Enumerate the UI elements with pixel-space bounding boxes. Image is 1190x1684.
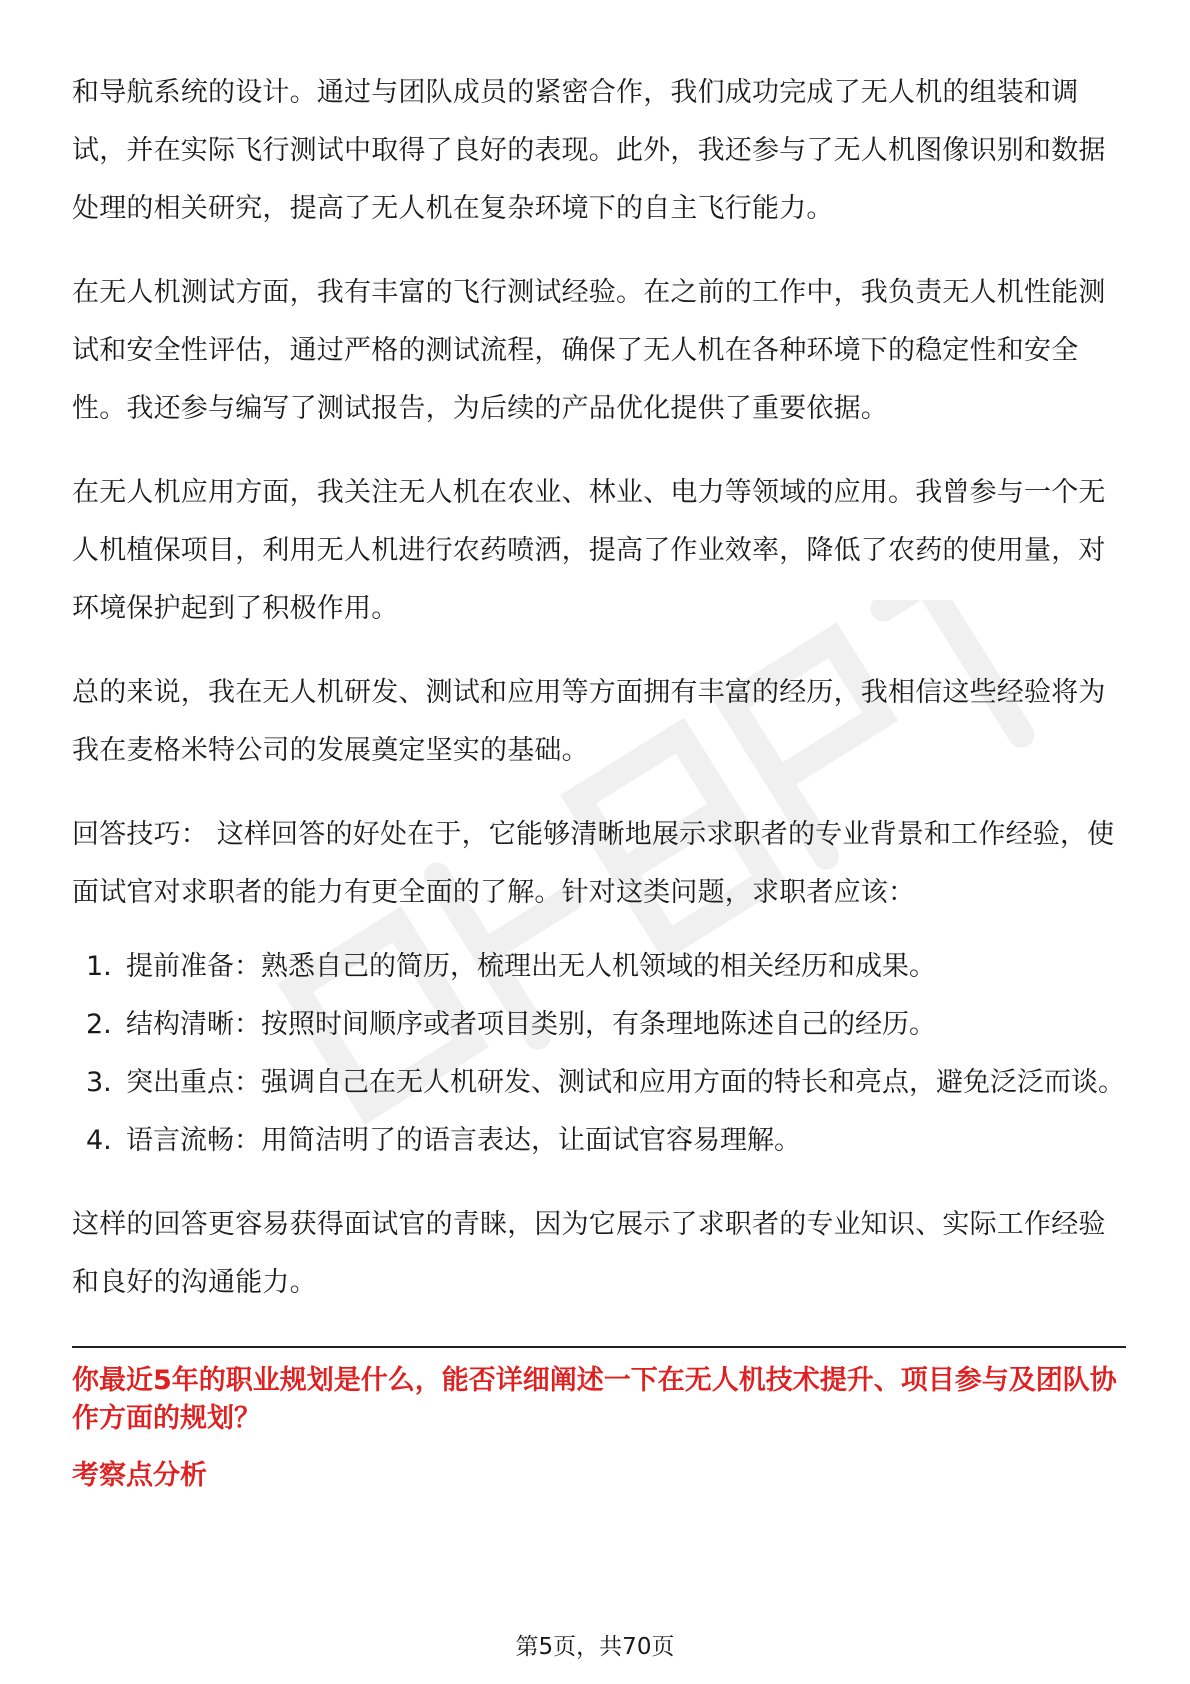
list-text: 突出重点：强调自己在无人机研发、测试和应用方面的特长和亮点，避免泛泛而谈。 [126, 1067, 1125, 1098]
paragraph-summary: 总的来说，我在无人机研发、测试和应用等方面拥有丰富的经历，我相信这些经验将为我在麦格米特公司的发展奠定坚实的基础。 [72, 677, 1106, 766]
list-text: 结构清晰：按照时间顺序或者项目类别，有条理地陈述自己的经历。 [126, 1009, 936, 1040]
list-item [72, 996, 1126, 1054]
list-number: 1. [86, 951, 112, 982]
list-number: 3. [86, 1067, 112, 1098]
list-item [72, 938, 1126, 996]
list-text: 提前准备：熟悉自己的简历，梳理出无人机领域的相关经历和成果。 [126, 951, 936, 982]
paragraph-answer-tips: 回答技巧： 这样回答的好处在于，它能够清晰地展示求职者的专业背景和工作经验，使面试官对求职者的能力有更全面的了解。针对这类问题，求职者应该： [72, 819, 1115, 908]
paragraph-testing-experience: 在无人机测试方面，我有丰富的飞行测试经验。在之前的工作中，我负责无人机性能测试和安全性评估，通过严格的测试流程，确保了无人机在各种环境下的稳定性和安全性。我还参与编写了测试报告，为后续的产品优化提供了重要依据。 [72, 277, 1106, 424]
document-content [72, 64, 1126, 1496]
list-number: 2. [86, 1009, 112, 1040]
list-item [72, 1112, 1126, 1170]
tips-list [72, 938, 1126, 1170]
paragraph-closing: 这样的回答更容易获得面试官的青睐，因为它展示了求职者的专业知识、实际工作经验和良好的沟通能力。 [72, 1209, 1106, 1298]
list-item [72, 1054, 1126, 1112]
paragraph-design-experience: 和导航系统的设计。通过与团队成员的紧密合作，我们成功完成了无人机的组装和调试，并在实际飞行测试中取得了良好的表现。此外，我还参与了无人机图像识别和数据处理的相关研究，提高了无人机在复杂环境下的自主飞行能力。 [72, 77, 1106, 224]
page-footer: 第5页，共70页 [515, 1634, 675, 1660]
interview-question: 你最近5年的职业规划是什么，能否详细阐述一下在无人机技术提升、项目参与及团队协作方面的规划？ [72, 1365, 1117, 1434]
list-number: 4. [86, 1125, 112, 1156]
paragraph-application-experience: 在无人机应用方面，我关注无人机在农业、林业、电力等领域的应用。我曾参与一个无人机植保项目，利用无人机进行农药喷洒，提高了作业效率，降低了农药的使用量，对环境保护起到了积极作用。 [72, 477, 1106, 624]
list-text: 语言流畅：用简洁明了的语言表达，让面试官容易理解。 [126, 1125, 801, 1156]
section-divider [72, 1346, 1126, 1348]
section-heading: 考察点分析 [72, 1460, 207, 1491]
